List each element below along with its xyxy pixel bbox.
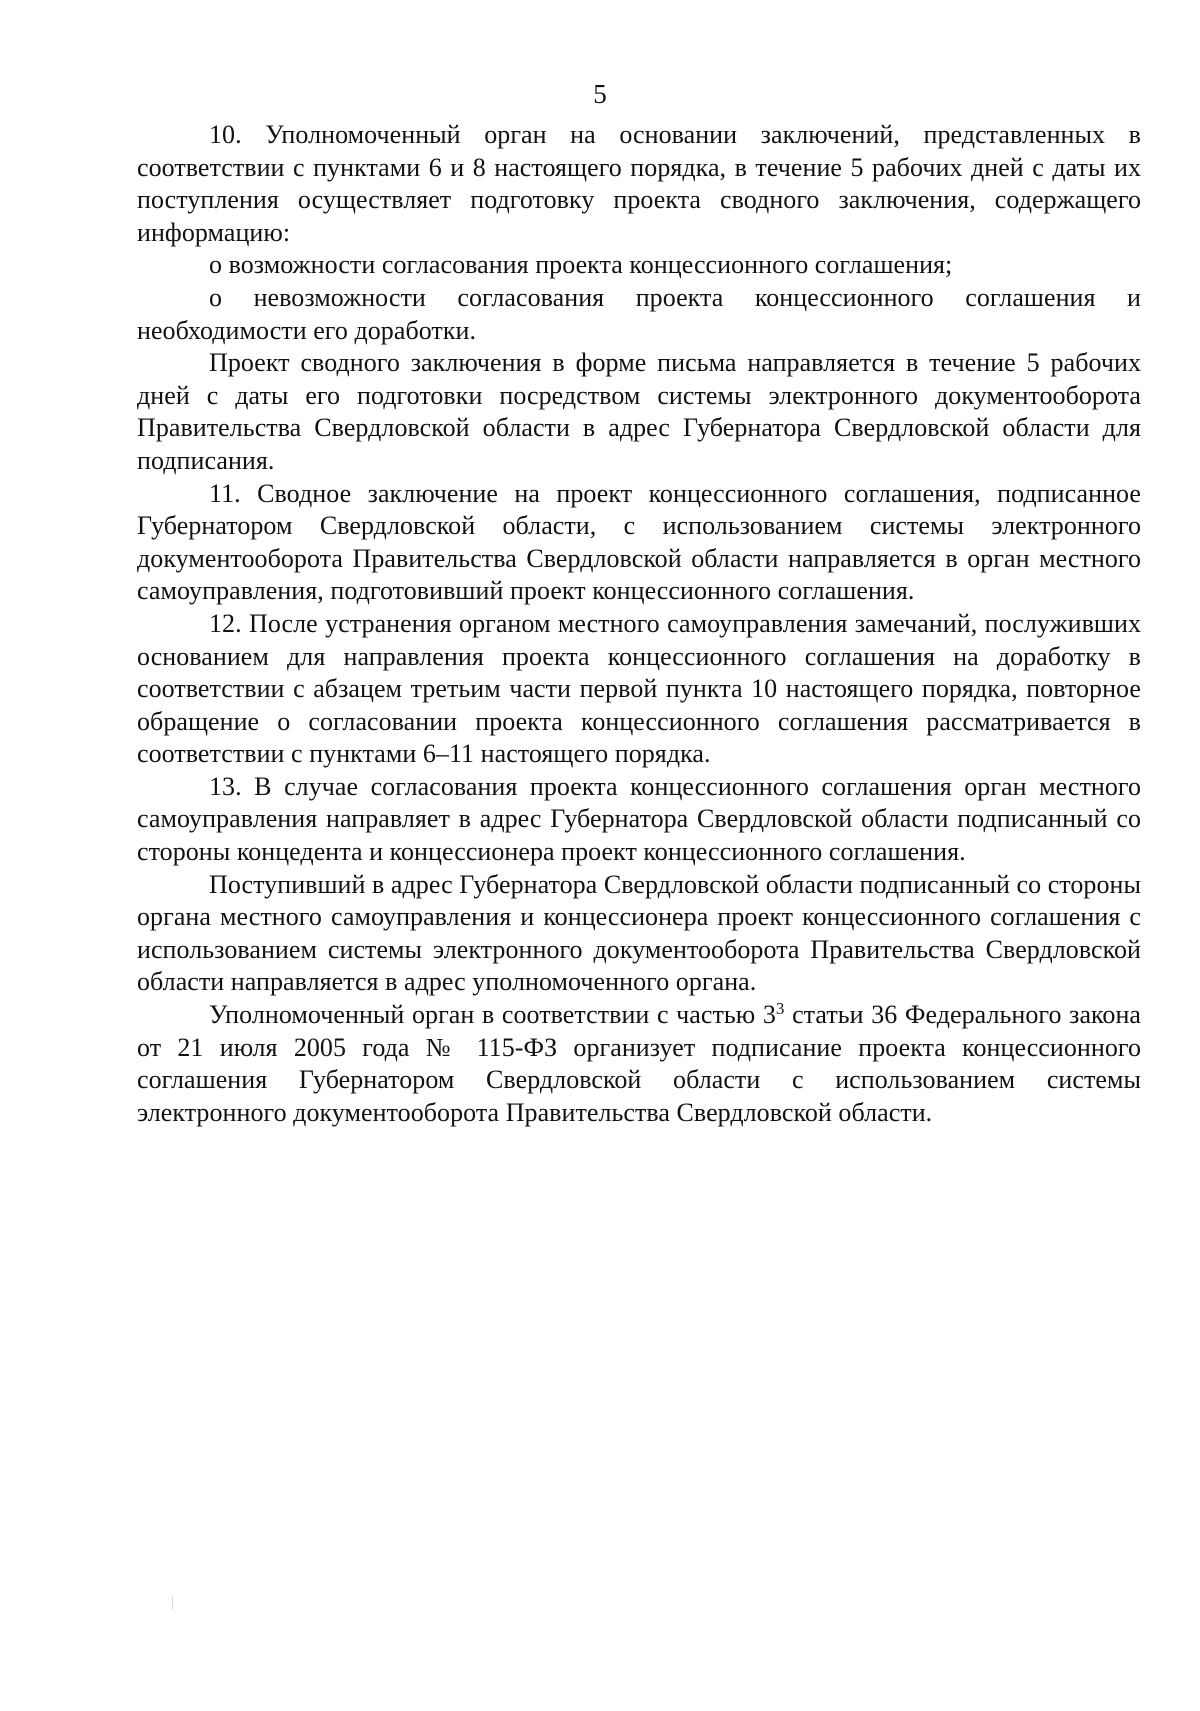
paragraph-text-before-superscript: Уполномоченный орган в соответствии с частью 3 [209, 1000, 776, 1030]
document-body [137, 119, 1141, 1129]
paragraph-summary-letter: Проект сводного заключения в форме письма направляется в течение 5 рабочих дней с даты его подготовки посредством системы электронного документооборота Правительства Свердловской области в адрес Губернатора Свердловской области для подписания. [137, 348, 1141, 475]
paragraph-item-11: 11. Сводное заключение на проект концессионного соглашения, подписанное Губернатором Свердловской области, с использованием системы электронного документооборота Правительства Свердловской области направляется в орган местного самоуправления, подготовивший проект концессионного соглашения. [137, 478, 1141, 606]
paragraph-option-revision: о невозможности согласования проекта концессионного соглашения и необходимости его доработки. [137, 282, 1141, 345]
paragraph-signing-organization [137, 999, 1141, 1129]
paragraph-item-10: 10. Уполномоченный орган на основании заключений, представленных в соответствии с пунктами 6 и 8 настоящего порядка, в течение 5 рабочих дней с даты их поступления осуществляет подготовку проекта сводного заключения, содержащего информацию: [137, 120, 1141, 247]
superscript-number: 3 [775, 999, 785, 1019]
paragraph-option-approval: о возможности согласования проекта концессионного соглашения; [209, 250, 953, 280]
scan-mark [172, 1596, 173, 1610]
paragraph-text-after-superscript: статьи 36 Федерального закона от 21 июля 2005 года № 115-ФЗ организует подписание проекта концессионного соглашения Губернатором Свердловской области с использованием системы электронного документооборота Правительства Свердловской области. [137, 1000, 1142, 1127]
paragraph-item-12: 12. После устранения органом местного самоуправления замечаний, послуживших основанием для направления проекта концессионного соглашения на доработку в соответствии с абзацем третьим части первой пункта 10 настоящего порядка, повторное обращение о согласовании проекта концессионного соглашения рассматривается в соответствии с пунктами 6–11 настоящего порядка. [137, 608, 1141, 769]
page-number: 5 [593, 79, 607, 109]
paragraph-item-13: 13. В случае согласования проекта концессионного соглашения орган местного самоуправления направляет в адрес Губернатора Свердловской области подписанный со стороны концедента и концессионера проект концессионного соглашения. [137, 771, 1141, 867]
paragraph-received-agreement: Поступивший в адрес Губернатора Свердловской области подписанный со стороны органа местного самоуправления и концессионера проект концессионного соглашения с использованием системы электронного документооборота Правительства Свердловской области направляется в адрес уполномоченного органа. [137, 869, 1141, 997]
